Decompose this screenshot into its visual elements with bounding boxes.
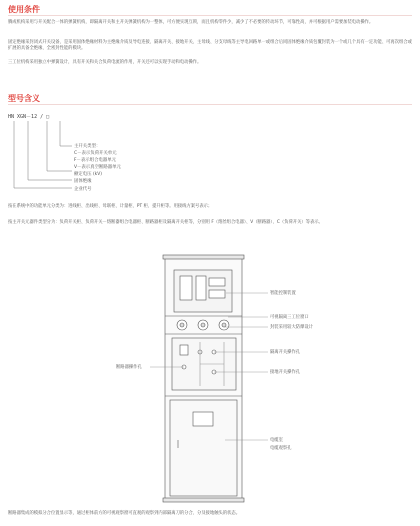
- callout-window: 可视隔离三工位窗口: [270, 315, 309, 320]
- model-label-solid: 固体绝缘: [74, 179, 92, 184]
- callout-modular: 封装采用较大防爆设计: [270, 325, 313, 330]
- callout-cable-room: 电缆室: [270, 438, 283, 443]
- footer-description: 断路器集成的模拟分合位置显示等，通过柜体前方的可视观察窗可直观的观察到内部隔离刀的分合、分及接地触头的状态。: [8, 511, 241, 516]
- callout-breaker-hole: 断路器操作孔: [116, 365, 142, 370]
- model-label-company: 企业代号: [74, 187, 92, 192]
- callout-isolate-hole: 隔离开关操作孔: [270, 350, 301, 355]
- callout-cable-tray: 电缆观察孔: [270, 446, 292, 451]
- section-heading-model: 型号含义: [8, 94, 40, 103]
- model-label-main-switch: 主开关类型：: [74, 144, 101, 149]
- model-label-c: C－表示负荷开关单元: [74, 151, 117, 156]
- model-label-v: V－表示真空断路器单元: [74, 165, 121, 170]
- model-code: HN XGN－12 / □: [8, 114, 50, 120]
- callout-smart-control: 智能控制装置: [270, 291, 296, 296]
- conditions-paragraph-1: 腾成机构采用与开关配合一体的弹簧机构，即隔离开关和主开关弹簧机构为一整体，可方便实现互锁，而且机构零件少，减少了不必要的传动环节，可靠性高，并可根据用户需要加装电动操作。: [8, 20, 374, 25]
- classification-note-2: 按主开关元器件类型分为：负荷开关柜、负荷开关－熔断器组合电器柜、断路器柜及隔离开关柜等，分别用 F（熔丝组合电器）、V（断路器）、C（负荷开关）等表示。: [8, 220, 323, 225]
- section-heading-conditions: 使用条件: [8, 5, 40, 14]
- conditions-paragraph-2: 固定绝缘采封闭式开关设备，是采用固体绝缘材料为主绝缘介质及导电连接、隔离开关、接地开关、主母线、分支母线等主导电回路单一或组合后同固体绝缘介质包覆封装为一个或几个具有一定功能、可再次组合或扩展的具备全绝缘、全密封性能的模块。: [8, 40, 412, 52]
- model-label-f: F－表示组合电器单元: [74, 158, 117, 163]
- conditions-paragraph-3: 三工位机构采用独立中弹簧设计，具有开关和关合负荷电流的作用，开关还可以实现手动和电动操作。: [8, 60, 202, 65]
- classification-note-1: 按在系统中的功能单元分类为：进线柜、出线柜、母联柜、计量柜、PT 柜、提升柜等。用接线方案号表示；: [8, 204, 213, 209]
- model-label-voltage: 额定电压 (kV): [74, 172, 102, 177]
- callout-ground-hole: 接地开关操作孔: [270, 370, 301, 375]
